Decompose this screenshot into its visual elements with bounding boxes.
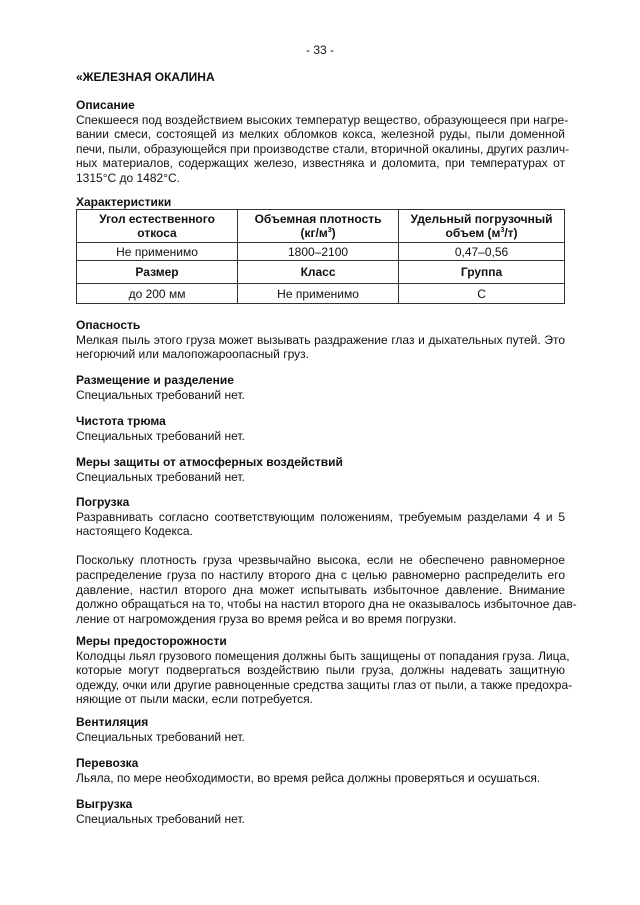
text-line: Специальных требований нет.	[76, 469, 245, 484]
section-hazard	[76, 318, 565, 362]
text-line: Специальных требований нет.	[76, 387, 245, 402]
section-heading: Погрузка	[76, 495, 130, 509]
table-header-cell: Группа	[399, 261, 565, 284]
page-number: - 33 -	[305, 43, 334, 57]
section-heading: Опасность	[76, 318, 141, 332]
table-cell: до 200 мм	[77, 284, 238, 304]
text-line: распределение груза по настилу второго дна с целью равномерно распределить его	[76, 567, 565, 582]
text-line: настоящего Кодекса.	[76, 524, 193, 539]
text-line: Разравнивать согласно соответствующим положениям, требуемым разделами 4 и 5	[76, 509, 565, 524]
section-heading: Меры предосторожности	[76, 634, 227, 648]
section-heading: Чистота трюма	[76, 414, 166, 428]
text-line: Специальных требований нет.	[76, 428, 245, 443]
text-line: Спекшееся под воздействием высоких температур вещество, образующееся при нагре-	[76, 112, 569, 127]
section-description	[76, 98, 570, 186]
text-line: ных материалов, содержащих железо, известняка и доломита, при температурах от	[76, 156, 565, 171]
text-line: Специальных требований нет.	[76, 811, 245, 826]
text-line: Колодцы льял грузового помещения должны быть защищены от попадания груза. Лица,	[76, 648, 570, 663]
table-cell: Не применимо	[77, 243, 238, 261]
characteristics-table	[76, 209, 565, 304]
table-header-cell: Угол естественного откоса	[77, 210, 238, 243]
text-line: 1315°C до 1482°C.	[76, 170, 180, 185]
table-header-cell: Удельный погрузочный объем $(м^3/т)$	[399, 210, 565, 243]
text-line: вании смеси, состоящей из мелких обломков кокса, железной руды, пыли доменной	[76, 127, 565, 142]
text-line: Мелкая пыль этого груза может вызывать раздражение глаз и дыхательных путей. Это	[76, 332, 565, 347]
section-discharge	[76, 797, 565, 826]
text-line: одежду, очки или другие равноценные средства защиты глаз от пыли, а также предохра-	[76, 677, 573, 692]
text-line: Льяла, по мере необходимости, во время рейса должны проверяться и осушаться.	[76, 770, 541, 785]
table-header-cell: Размер	[77, 261, 238, 284]
text-line: Поскольку плотность груза чрезвычайно высока, если не обеспечено равномерное	[76, 553, 565, 568]
section-heading: Выгрузка	[76, 797, 133, 811]
section-heading: Описание	[76, 98, 135, 112]
section-loading	[76, 495, 577, 626]
section-weather	[76, 455, 565, 484]
section-heading: Перевозка	[76, 756, 139, 770]
section-heading: Размещение и разделение	[76, 373, 234, 387]
section-heading: Меры защиты от атмосферных воздействий	[76, 455, 343, 469]
table-header-cell: Класс	[238, 261, 399, 284]
document-title: «ЖЕЛЕЗНАЯ ОКАЛИНА	[76, 70, 215, 84]
table-header-cell: Объемная плотность $(кг/м^3)$	[238, 210, 399, 243]
text-line: няющие от пыли маски, если потребуется.	[76, 692, 313, 707]
text-line: негорючий или малопожароопасный груз.	[76, 347, 309, 362]
section-heading: Вентиляция	[76, 715, 149, 729]
section-precautions	[76, 634, 573, 707]
section-hold-cleanliness	[76, 414, 565, 443]
table-cell: 1800–2100	[238, 243, 399, 261]
text-line: печи, пыли, образующейся при производстве стали, вторичной окалины, других различ-	[76, 141, 570, 156]
text-line: Специальных требований нет.	[76, 729, 245, 744]
table-cell: C	[399, 284, 565, 304]
text-line: давление, настил второго дна может испытывать избыточное давление. Внимание	[76, 582, 565, 597]
text-line: должно обращаться на то, чтобы на настил второго дна не оказывалось избыточное дав-	[76, 597, 577, 612]
text-line: которые могут подвергаться воздействию пыли груза, должны надевать защитную	[76, 663, 565, 678]
section-heading: Характеристики	[76, 195, 172, 209]
table-cell: Не применимо	[238, 284, 399, 304]
section-ventilation	[76, 715, 565, 744]
section-stowage	[76, 373, 565, 402]
text-line: ление от нагромождения груза во время рейса и во время погрузки.	[76, 611, 457, 626]
table-cell: 0,47–0,56	[399, 243, 565, 261]
section-carriage	[76, 756, 565, 785]
